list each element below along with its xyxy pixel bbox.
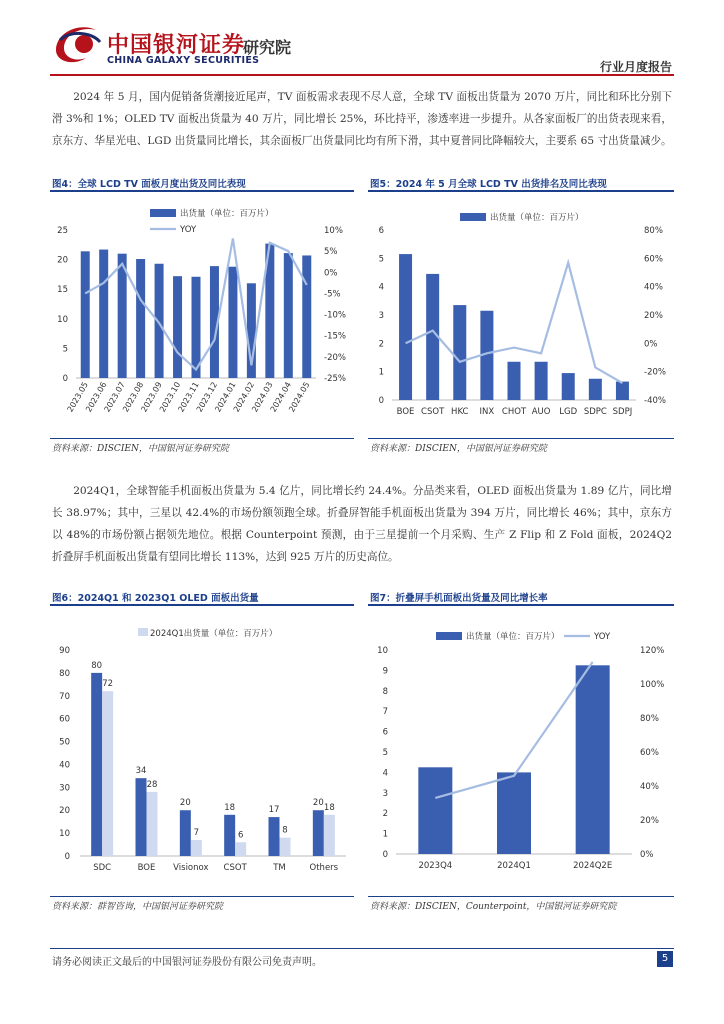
x-tick-label: Others bbox=[309, 863, 339, 873]
bar bbox=[497, 772, 531, 854]
figure-7-source: 资料来源：DISCIEN，Counterpoint，中国银河证券研究院 bbox=[370, 902, 617, 912]
data-label: 7 bbox=[193, 827, 200, 838]
bar-2024q1 bbox=[180, 810, 191, 856]
y-tick-label: 50 bbox=[59, 737, 70, 748]
figure-5-source-rule bbox=[368, 438, 674, 439]
x-tick-label: 2023Q4 bbox=[418, 861, 453, 871]
figure-7-source-rule bbox=[368, 896, 674, 897]
figure-5-chart bbox=[368, 196, 674, 434]
bar-2024q1 bbox=[313, 810, 324, 856]
header-rule bbox=[50, 74, 674, 76]
y-right-tick-label: 120% bbox=[640, 646, 665, 656]
y-left-tick-label: 9 bbox=[382, 666, 388, 677]
figure-6-chart bbox=[50, 612, 354, 880]
x-tick-label: SDPJ bbox=[612, 407, 633, 417]
y-left-tick-label: 5 bbox=[62, 344, 68, 355]
y-left-tick-label: 10 bbox=[377, 646, 388, 656]
bar bbox=[535, 362, 548, 400]
figure-4-rule bbox=[50, 190, 354, 192]
y-right-tick-label: 40% bbox=[644, 282, 663, 293]
y-left-tick-label: 3 bbox=[378, 311, 384, 321]
y-right-tick-label: -5% bbox=[324, 289, 341, 300]
y-left-tick-label: 5 bbox=[378, 254, 384, 265]
galaxy-logo-icon bbox=[50, 20, 104, 66]
y-left-tick-label: 1 bbox=[378, 367, 384, 378]
x-tick-label: BOE bbox=[137, 863, 156, 873]
report-type: 行业月度报告 bbox=[599, 60, 672, 74]
figure-4-source-rule bbox=[50, 438, 354, 439]
bar-2023q1 bbox=[147, 792, 158, 856]
data-label: 72 bbox=[102, 679, 114, 690]
data-label: 18 bbox=[224, 802, 236, 813]
x-tick-label: AUO bbox=[531, 407, 551, 417]
x-tick-label: 2023.06 bbox=[84, 380, 109, 414]
y-left-tick-label: 6 bbox=[382, 727, 388, 738]
y-left-tick-label: 0 bbox=[382, 850, 388, 860]
x-tick-label: CSOT bbox=[223, 863, 247, 873]
y-right-tick-label: -15% bbox=[324, 331, 346, 342]
x-tick-label: SDC bbox=[93, 863, 112, 873]
figure-5-source: 资料来源：DISCIEN，中国银河证券研究院 bbox=[370, 444, 547, 454]
figure-6-source-rule bbox=[50, 896, 354, 897]
y-right-tick-label: 0% bbox=[644, 339, 658, 350]
bar bbox=[399, 254, 412, 400]
bar-2023q1 bbox=[280, 838, 291, 856]
data-label: 80 bbox=[91, 660, 103, 671]
y-right-tick-label: 5% bbox=[324, 247, 338, 258]
y-tick-label: 70 bbox=[59, 691, 70, 702]
y-left-tick-label: 15 bbox=[57, 285, 68, 296]
y-right-tick-label: 100% bbox=[640, 680, 665, 690]
bar-2024q1 bbox=[224, 815, 235, 856]
brand-name-en: CHINA GALAXY SECURITIES bbox=[107, 55, 260, 66]
data-label: 8 bbox=[282, 825, 288, 836]
y-right-tick-label: 10% bbox=[324, 226, 343, 236]
footer-disclaimer: 请务必阅读正文最后的中国银河证券股份有限公司免责声明。 bbox=[52, 957, 322, 968]
x-tick-label: 2023.11 bbox=[176, 380, 201, 414]
figure-4-chart bbox=[50, 196, 354, 434]
y-right-tick-label: 0% bbox=[640, 850, 654, 860]
y-tick-label: 20 bbox=[59, 806, 70, 817]
y-tick-label: 60 bbox=[59, 714, 70, 725]
data-label: 17 bbox=[268, 805, 280, 816]
y-left-tick-label: 3 bbox=[382, 788, 388, 799]
institute-label: 研究院 bbox=[243, 38, 292, 57]
bar-2023q1 bbox=[235, 842, 246, 856]
x-tick-label: 2024Q2E bbox=[573, 861, 613, 871]
bar bbox=[616, 382, 629, 400]
figure-4-source: 资料来源：DISCIEN，中国银河证券研究院 bbox=[52, 444, 229, 454]
y-right-tick-label: 20% bbox=[640, 816, 659, 826]
legend-label: 2024Q1出货量（单位：百万片） bbox=[150, 629, 278, 639]
x-tick-label: 2023.10 bbox=[157, 380, 183, 414]
y-right-tick-label: 60% bbox=[640, 748, 659, 758]
y-right-tick-label: 60% bbox=[644, 254, 663, 265]
y-left-tick-label: 10 bbox=[57, 314, 68, 325]
y-right-tick-label: -40% bbox=[644, 396, 666, 406]
bar bbox=[155, 264, 164, 378]
bar bbox=[562, 373, 575, 400]
bar-2023q1 bbox=[102, 691, 113, 856]
x-tick-label: CHOT bbox=[501, 407, 527, 417]
figure-5-title: 图5：2024 年 5 月全球 LCD TV 出货排名及同比表现 bbox=[370, 179, 607, 190]
figure-6-rule bbox=[50, 604, 354, 606]
y-tick-label: 40 bbox=[59, 760, 70, 771]
bar bbox=[302, 255, 311, 378]
y-left-tick-label: 8 bbox=[382, 686, 388, 697]
x-tick-label: 2024Q1 bbox=[497, 861, 531, 871]
figure-5-rule bbox=[368, 190, 674, 192]
x-tick-label: 2023.05 bbox=[65, 380, 90, 414]
figure-7-rule bbox=[368, 604, 674, 606]
y-left-tick-label: 2 bbox=[382, 809, 388, 820]
paragraph-phone-panels: 2024Q1，全球智能手机面板出货量为 5.4 亿片，同比增长约 24.4%。分品类来看，OLED 面板出货量为 1.89 亿片，同比增长 38.97%；其中，三星以 42.4%的市场份额领跑全球。折叠屏智能手机面板出货量为 394 万片，同比增长 46%；其中，京东方以 48%的市场份额占据领先地位。根据 Counterpoint 预测，由于三星提前一个月采购、生产 Z Flip 和 Z Fold 面板，2024Q2 折叠屏手机面板出货量有望同比增长 113%，达到 925 万片的历史高位。 bbox=[52, 485, 672, 563]
page-header bbox=[0, 0, 724, 80]
legend-bar-label: 出货量（单位：百万片） bbox=[180, 209, 274, 219]
bar-2024q1 bbox=[136, 778, 147, 856]
footer-rule bbox=[50, 948, 674, 949]
y-right-tick-label: 80% bbox=[640, 714, 659, 724]
figure-6-source: 资料来源：群智咨询，中国银河证券研究院 bbox=[52, 902, 224, 912]
figure-7-chart bbox=[368, 612, 674, 880]
legend-line-label: YOY bbox=[594, 632, 611, 642]
figure-6-title: 图6：2024Q1 和 2023Q1 OLED 面板出货量 bbox=[52, 593, 259, 604]
y-right-tick-label: -25% bbox=[324, 374, 346, 384]
y-right-tick-label: -20% bbox=[644, 367, 666, 378]
bar bbox=[453, 305, 466, 400]
y-right-tick-label: -20% bbox=[324, 352, 346, 363]
y-tick-label: 10 bbox=[59, 829, 70, 840]
y-left-tick-label: 7 bbox=[382, 707, 388, 718]
x-tick-label: HKC bbox=[451, 407, 469, 417]
x-tick-label: 2024.05 bbox=[287, 380, 312, 414]
brand-name-cn: 中国银河证券 bbox=[107, 33, 246, 58]
y-right-tick-label: 0% bbox=[324, 268, 338, 279]
paragraph-tv-shipments: 2024 年 5 月，国内促销备货潮接近尾声，TV 面板需求表现不尽人意，全球 TV 面板出货量为 2070 万片，同比和环比分别下滑 3%和 1%；OLED TV 面板出货量为 40 万片，同比增长 25%，环比持平，渗透率进一步提升。从各家面板厂的出货表现来看，京东方、华星光电、LGD 出货量同比增长，其余面板厂出货量同比均有所下滑，其中夏普同比降幅较大，主要系 65 寸出货量减少。 bbox=[52, 91, 672, 147]
bar-2024q1 bbox=[269, 817, 280, 856]
x-tick-label: LGD bbox=[559, 407, 578, 417]
x-tick-label: 2024.04 bbox=[268, 380, 294, 414]
data-label: 6 bbox=[237, 830, 244, 841]
y-left-tick-label: 0 bbox=[62, 374, 68, 384]
legend-swatch bbox=[138, 628, 148, 636]
bar bbox=[81, 251, 90, 378]
data-label: 34 bbox=[135, 766, 147, 777]
legend-bar-swatch bbox=[436, 632, 462, 640]
bar bbox=[99, 250, 108, 378]
x-tick-label: 2024.02 bbox=[231, 380, 257, 414]
figure-7-title: 图7：折叠屏手机面板出货量及同比增长率 bbox=[370, 593, 548, 604]
data-label: 20 bbox=[179, 798, 191, 809]
x-tick-label: BOE bbox=[396, 407, 415, 417]
y-left-tick-label: 1 bbox=[382, 829, 388, 840]
y-right-tick-label: 80% bbox=[644, 226, 663, 236]
y-left-tick-label: 4 bbox=[378, 282, 384, 293]
data-label: 18 bbox=[323, 802, 335, 813]
y-tick-label: 90 bbox=[59, 646, 70, 656]
y-left-tick-label: 2 bbox=[378, 339, 384, 350]
y-left-tick-label: 6 bbox=[378, 226, 384, 236]
legend-bar-swatch bbox=[460, 213, 486, 221]
x-tick-label: SDPC bbox=[583, 407, 607, 417]
x-tick-label: 2023.08 bbox=[121, 380, 146, 414]
bar-2023q1 bbox=[191, 840, 202, 856]
x-tick-label: 2023.07 bbox=[102, 380, 127, 414]
x-tick-label: 2023.12 bbox=[194, 380, 220, 414]
bar bbox=[118, 254, 127, 378]
bar bbox=[228, 267, 237, 378]
bar-2024q1 bbox=[91, 673, 102, 856]
page-number: 5 bbox=[657, 951, 673, 967]
y-right-tick-label: -10% bbox=[324, 310, 346, 321]
x-tick-label: Visionox bbox=[173, 863, 209, 873]
y-tick-label: 30 bbox=[59, 783, 70, 794]
x-tick-label: 2023.09 bbox=[139, 380, 164, 414]
data-label: 20 bbox=[312, 798, 324, 809]
bar bbox=[136, 259, 145, 378]
y-left-tick-label: 4 bbox=[382, 768, 388, 779]
data-label: 28 bbox=[146, 779, 158, 790]
figure-4-title: 图4：全球 LCD TV 面板月度出货及同比表现 bbox=[52, 179, 246, 190]
y-left-tick-label: 25 bbox=[57, 226, 68, 236]
x-tick-label: 2024.03 bbox=[250, 380, 275, 414]
bar bbox=[173, 276, 182, 378]
x-tick-label: INX bbox=[479, 407, 495, 417]
x-tick-label: 2024.01 bbox=[213, 380, 238, 414]
bar bbox=[418, 767, 452, 854]
legend-bar-swatch bbox=[150, 209, 176, 217]
x-tick-label: CSOT bbox=[421, 407, 445, 417]
legend-line-label: YOY bbox=[180, 225, 197, 235]
bar-2023q1 bbox=[324, 815, 335, 856]
legend-bar-label: 出货量（单位：百万片） bbox=[466, 632, 560, 642]
bar bbox=[576, 665, 610, 854]
y-right-tick-label: 40% bbox=[640, 782, 659, 792]
y-left-tick-label: 0 bbox=[378, 396, 384, 406]
bar bbox=[508, 362, 521, 400]
y-tick-label: 80 bbox=[59, 668, 70, 679]
bar bbox=[284, 253, 293, 378]
y-tick-label: 0 bbox=[64, 852, 70, 862]
legend-bar-label: 出货量（单位：百万片） bbox=[490, 213, 584, 223]
bar bbox=[589, 379, 602, 400]
y-left-tick-label: 5 bbox=[382, 748, 388, 758]
y-left-tick-label: 20 bbox=[57, 255, 68, 266]
y-right-tick-label: 20% bbox=[644, 311, 663, 321]
x-tick-label: TM bbox=[273, 863, 286, 873]
